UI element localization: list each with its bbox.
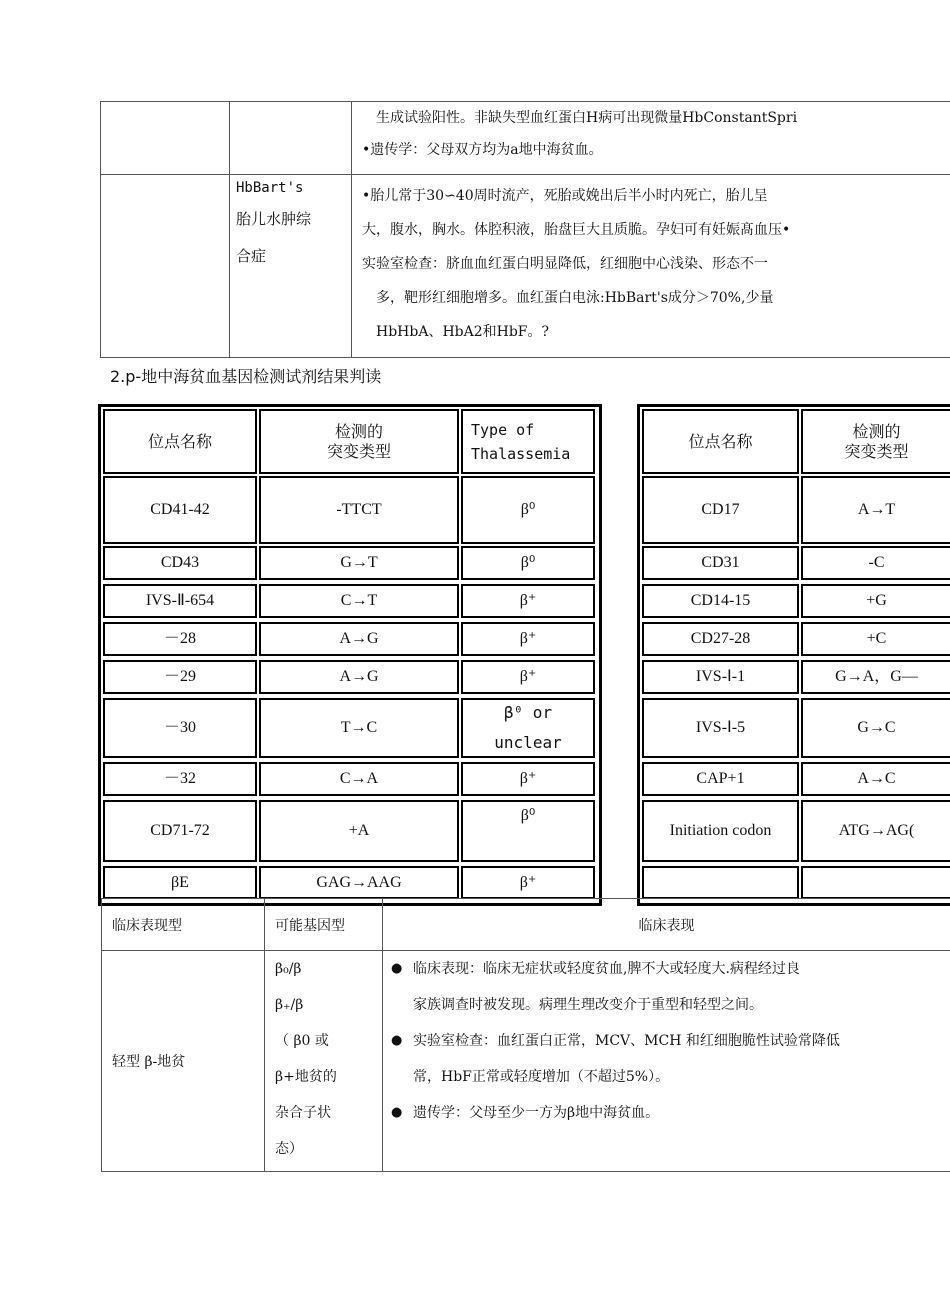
table-cell: A→G bbox=[259, 622, 459, 656]
text-line: 态） bbox=[275, 1141, 303, 1157]
table-cell: β⁺ bbox=[461, 762, 595, 796]
text-line: 合症 bbox=[236, 247, 267, 265]
table-cell: CD71-72 bbox=[103, 800, 257, 862]
table-header-cell: 位点名称 bbox=[642, 409, 799, 474]
header-genotype: 可能基因型 bbox=[265, 899, 383, 951]
table-cell: T→C bbox=[259, 698, 459, 758]
table-cell: －32 bbox=[103, 762, 257, 796]
table-header-cell: Type of Thalassemia bbox=[461, 409, 595, 474]
table-cell: β⁰ or unclear bbox=[461, 698, 595, 758]
text-line: HbHbA、HbA2和HbF。? bbox=[376, 324, 550, 340]
table-row bbox=[101, 175, 950, 358]
text-line: β₊/β bbox=[275, 997, 304, 1013]
table-cell: +G bbox=[801, 584, 950, 618]
text-line: （ β0 或 bbox=[275, 1033, 329, 1049]
header-clinical: 临床表现 bbox=[383, 899, 950, 951]
text-line: 生成试验阳性。非缺失型血红蛋白H病可出现微量HbConstantSpri bbox=[376, 110, 798, 126]
table-cell: β⁺ bbox=[461, 660, 595, 694]
table-cell: CD31 bbox=[642, 546, 799, 580]
table-cell: ATG→AG( bbox=[801, 800, 950, 862]
table-cell: CD43 bbox=[103, 546, 257, 580]
table-cell: β⁰ bbox=[461, 800, 595, 862]
table-cell: Initiation codon bbox=[642, 800, 799, 862]
section-heading: 2.p-地中海贫血基因检测试剂结果判读 bbox=[110, 367, 382, 386]
table-row bbox=[101, 102, 950, 175]
table-cell: CD41-42 bbox=[103, 476, 257, 544]
table-cell: IVS-Ⅰ-5 bbox=[642, 698, 799, 758]
table-header-row bbox=[102, 899, 950, 951]
table-cell bbox=[352, 175, 950, 358]
clinical-cell bbox=[383, 951, 950, 1172]
header-phenotype: 临床表现型 bbox=[102, 899, 265, 951]
table-cell: IVS-Ⅰ-1 bbox=[642, 660, 799, 694]
table-cell bbox=[642, 866, 799, 899]
table-cell: －28 bbox=[103, 622, 257, 656]
text-line: 大，腹水，胸水。体腔积液，胎盘巨大且质脆。孕妇可有妊娠髙血压• bbox=[362, 222, 791, 238]
table-cell: CD17 bbox=[642, 476, 799, 544]
table-cell: β⁺ bbox=[461, 866, 595, 899]
genotype-cell bbox=[265, 951, 383, 1172]
table-cell: －29 bbox=[103, 660, 257, 694]
table-header-cell: 检测的 突变类型 bbox=[801, 409, 950, 474]
text-line: 多，靶形红细胞增多。血红蛋白电泳:HbBart's成分＞70%,少量 bbox=[376, 290, 774, 306]
table-cell: β⁺ bbox=[461, 622, 595, 656]
list-item-continuation: 家族调查时被发现。病理生理改变介于重型和轻型之间。 bbox=[413, 997, 763, 1013]
table-cell: +A bbox=[259, 800, 459, 862]
table-cell: C→A bbox=[259, 762, 459, 796]
text-line: •遗传学：父母双方均为a地中海贫血。 bbox=[362, 142, 603, 158]
text-line: HbBart's bbox=[236, 180, 304, 196]
table-cell: βE bbox=[103, 866, 257, 899]
table-row bbox=[102, 951, 950, 1172]
list-item: ● 实验室检查：血红蛋白正常，MCV、MCH 和红细胞脆性试验常降低 bbox=[391, 1023, 950, 1059]
text-line: 杂合子状 bbox=[275, 1105, 331, 1121]
table-cell: G→T bbox=[259, 546, 459, 580]
table-cell: A→C bbox=[801, 762, 950, 796]
list-item-continuation: 常，HbF正常或轻度增加（不超过5%）。 bbox=[413, 1069, 670, 1085]
table-cell: CD14-15 bbox=[642, 584, 799, 618]
top-table bbox=[100, 101, 950, 358]
table-cell: +C bbox=[801, 622, 950, 656]
table-cell: CD27-28 bbox=[642, 622, 799, 656]
table-cell bbox=[352, 102, 950, 175]
text-line: β₀/β bbox=[275, 961, 302, 977]
clinical-list bbox=[383, 951, 950, 1131]
table-cell: β⁺ bbox=[461, 584, 595, 618]
table-cell: G→A，G— bbox=[801, 660, 950, 694]
table-cell: －30 bbox=[103, 698, 257, 758]
table-cell: IVS-Ⅱ-654 bbox=[103, 584, 257, 618]
clinical-table bbox=[101, 898, 950, 1172]
table-cell: -TTCT bbox=[259, 476, 459, 544]
table-cell: C→T bbox=[259, 584, 459, 618]
table-cell: β⁰ bbox=[461, 476, 595, 544]
list-item: ● 遗传学：父母至少一方为β地中海贫血。 bbox=[391, 1095, 950, 1131]
text-line: 胎儿水肿综 bbox=[236, 210, 312, 228]
text-line: β+地贫的 bbox=[275, 1069, 337, 1085]
table-cell: GAG→AAG bbox=[259, 866, 459, 899]
list-item: ● 临床表现：临床无症状或轻度贫血,脾不大或轻度大.病程经过良 bbox=[391, 951, 950, 987]
table-cell: -C bbox=[801, 546, 950, 580]
table-cell: A→G bbox=[259, 660, 459, 694]
table-cell bbox=[101, 175, 230, 358]
text-line: 实验室检查：脐血血红蛋白明显降低，红细胞中心浅染、形态不一 bbox=[362, 256, 768, 272]
table-header-cell: 检测的 突变类型 bbox=[259, 409, 459, 474]
phenotype-cell: 轻型 β-地贫 bbox=[102, 951, 265, 1172]
table-cell bbox=[801, 866, 950, 899]
table-cell bbox=[101, 102, 230, 175]
table-cell: G→C bbox=[801, 698, 950, 758]
syndrome-name-cell bbox=[230, 175, 352, 358]
text-line: •胎儿常于30∽40周时流产，死胎或娩出后半小时内死亡，胎儿呈 bbox=[362, 188, 768, 204]
table-cell: A→T bbox=[801, 476, 950, 544]
table-cell bbox=[230, 102, 352, 175]
table-header-cell: 位点名称 bbox=[103, 409, 257, 474]
table-cell: CAP+1 bbox=[642, 762, 799, 796]
table-cell: β⁰ bbox=[461, 546, 595, 580]
